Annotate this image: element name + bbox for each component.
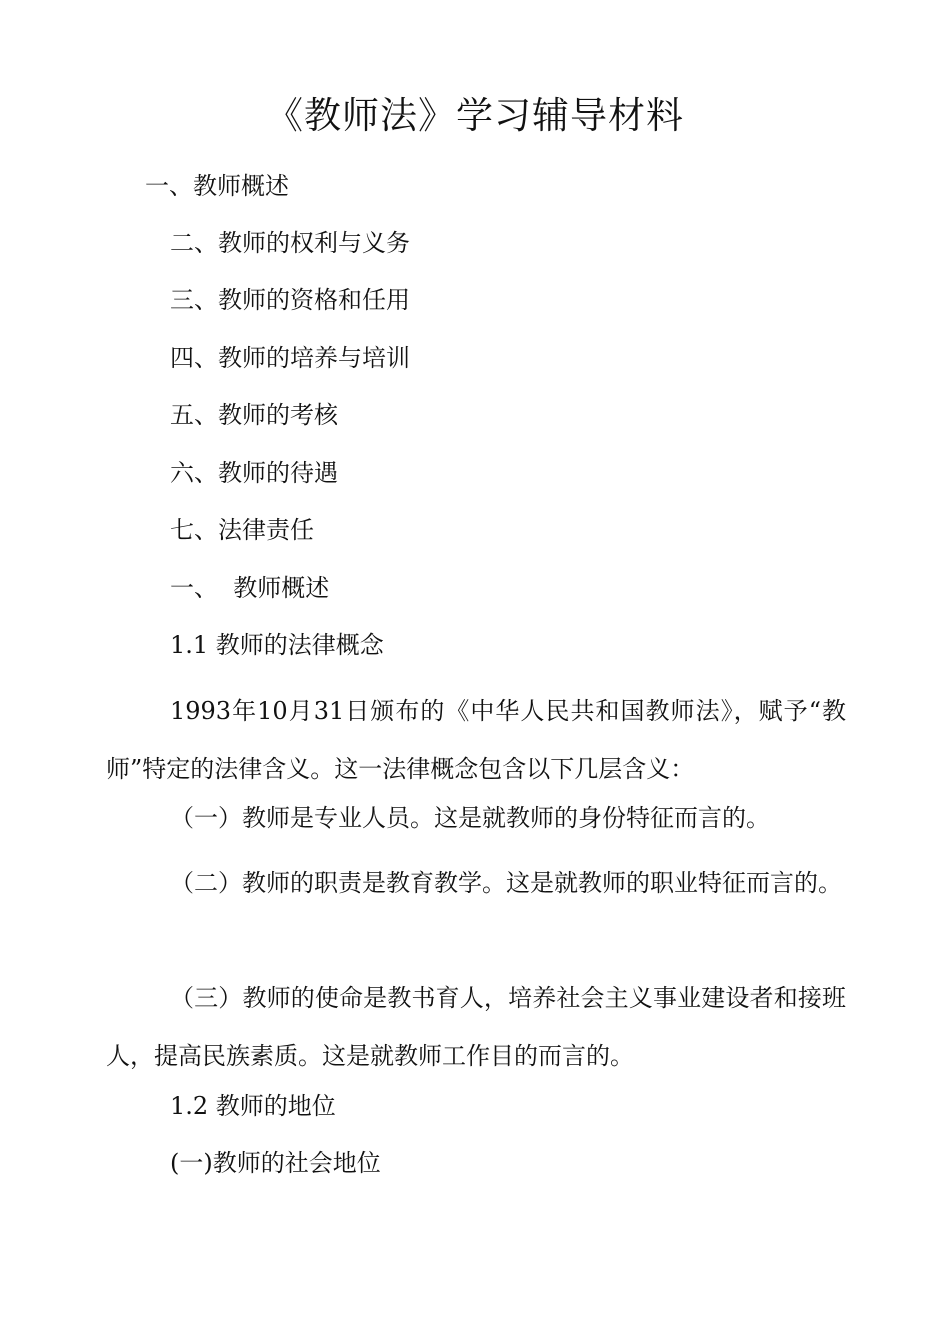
toc-item-rights-duties: 二、教师的权利与义务 — [170, 229, 410, 257]
subsection-heading: 1.1 教师的法律概念 — [170, 631, 384, 659]
list-item: （一）教师是专业人员。这是就教师的身份特征而言的。 — [170, 804, 770, 832]
section-heading: 一、 教师概述 — [170, 574, 330, 602]
list-item: （二）教师的职责是教育教学。这是就教师的职业特征而言的。 — [170, 869, 842, 897]
list-item: （三）教师的使命是教书育人，培养社会主义事业建设者和接班人，提高民族素质。这是就教师工作目的而言的。 — [106, 984, 846, 1070]
toc-item-overview: 一、教师概述 — [145, 172, 289, 200]
toc-item-training: 四、教师的培养与培训 — [170, 344, 410, 372]
toc-item-assessment: 五、教师的考核 — [170, 401, 338, 429]
toc-item-qualification: 三、教师的资格和任用 — [170, 286, 410, 314]
intro-paragraph: 1993年10月31日颁布的《中华人民共和国教师法》，赋予“教师”特定的法律含义。这一法律概念包含以下几层含义： — [106, 697, 846, 783]
toc-item-benefits: 六、教师的待遇 — [170, 459, 338, 487]
subsection-subheading: (一)教师的社会地位 — [170, 1149, 381, 1177]
document-title: 《教师法》学习辅导材料 — [266, 94, 684, 137]
subsection-heading: 1.2 教师的地位 — [170, 1092, 336, 1120]
toc-item-legal-liability: 七、法律责任 — [170, 516, 314, 544]
